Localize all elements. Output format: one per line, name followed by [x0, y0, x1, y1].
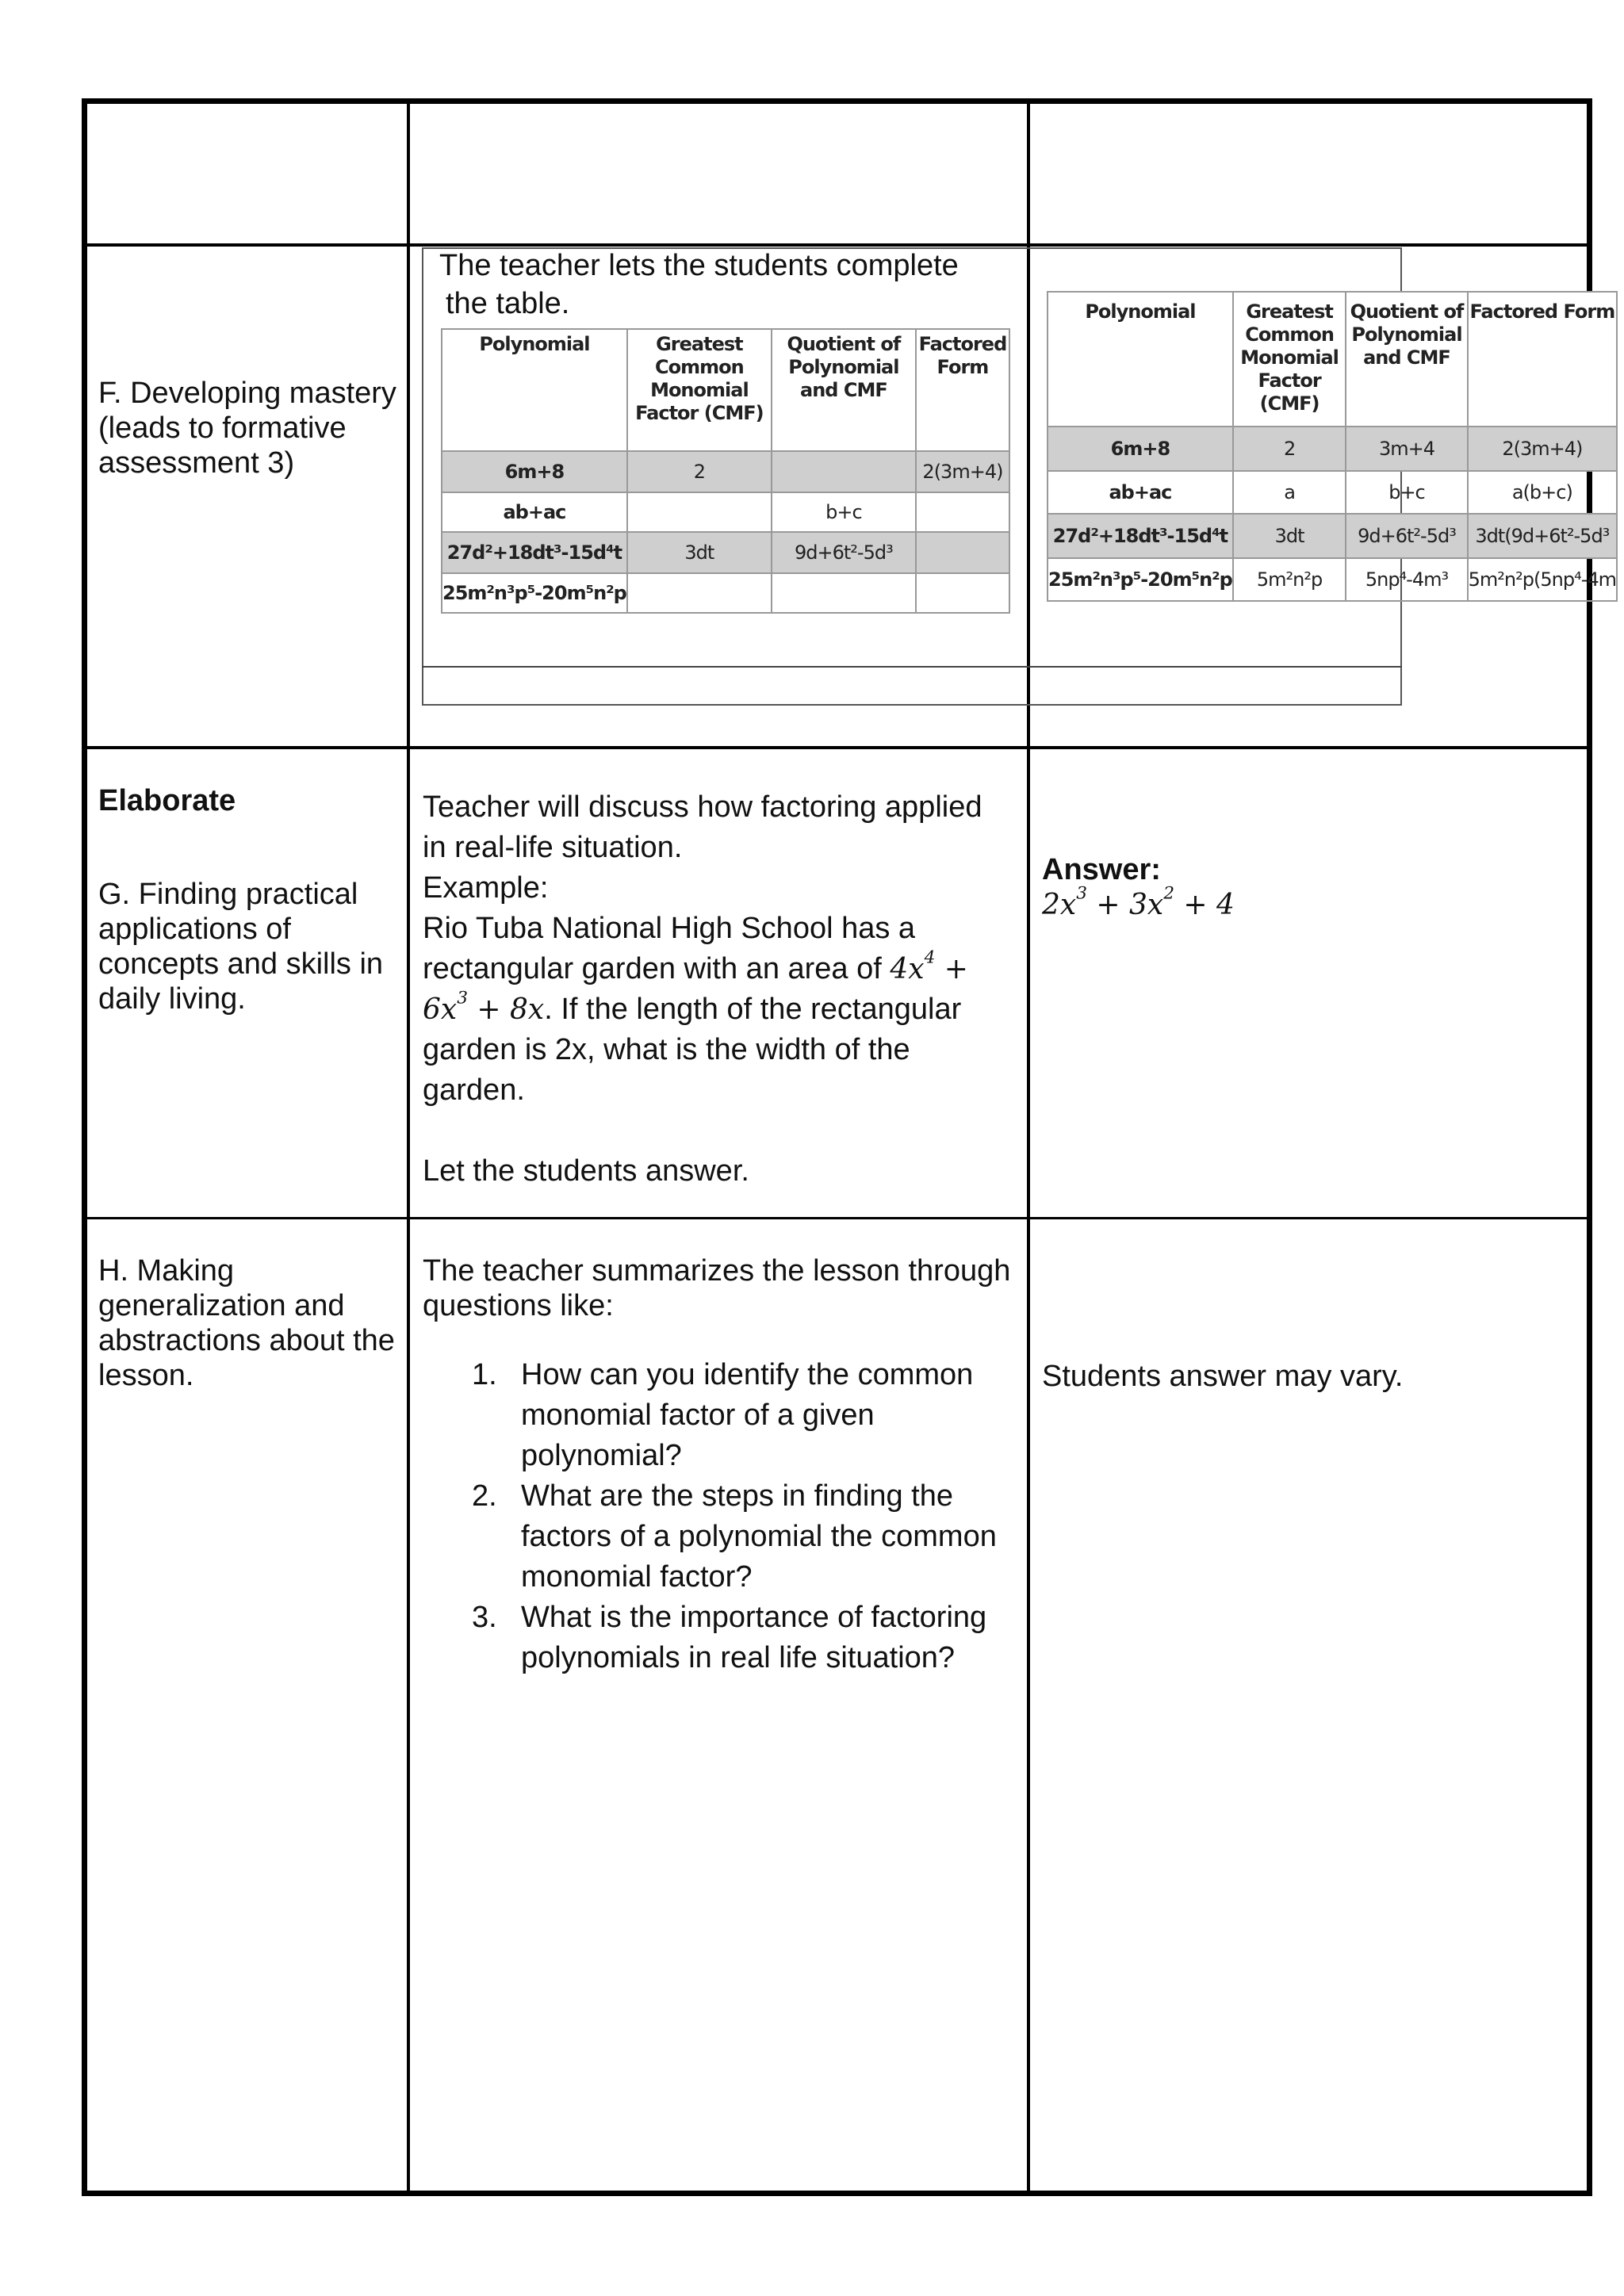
area-expression-part1: $4x^4$ +: [890, 947, 968, 985]
table-row: 25m²n³p⁵-20m⁵n²p 5m²n²p 5np⁴-4m³ 5m²n²p(5np⁴-4m: [1048, 558, 1617, 601]
row-divider-3: [82, 1217, 1592, 1219]
row-g-answer-label: Answer:: [1042, 853, 1161, 886]
row-g-let-students: Let the students answer.: [423, 1154, 749, 1188]
col-header-polynomial: Polynomial: [442, 329, 627, 451]
row-f-label: F. Developing mastery (leads to formative assessment 3): [98, 377, 396, 480]
area-expression-part2: $6x^3 + 8x$: [423, 988, 545, 1026]
answer-col-header-gcmf: Greatest Common Monomial Factor (CMF): [1233, 292, 1346, 427]
row-f-box-divider: [422, 666, 1402, 668]
table-row: ab+ac b+c: [442, 492, 1009, 532]
row-h-student-response: Students answer may vary.: [1042, 1360, 1404, 1393]
table-row: 27d²+18dt³-15d⁴t 3dt 9d+6t²-5d³: [442, 532, 1009, 573]
row-g-line-5: rectangular garden with an area of $4x^4$ +: [423, 947, 968, 985]
list-item: 2. What are the steps in finding the factors of a polynomial the common monomial factor?: [472, 1479, 997, 1594]
col-header-quotient: Quotient of Polynomial and CMF: [772, 329, 916, 451]
row-h-intro: The teacher summarizes the lesson through questions like:: [423, 1254, 1011, 1322]
list-item: 1. How can you identify the common monomial factor of a given polynomial?: [472, 1358, 974, 1472]
table-row: ab+ac a b+c a(b+c): [1048, 471, 1617, 514]
column-divider-1: [407, 98, 410, 2196]
row-g-teacher-text: [423, 787, 1009, 1192]
row-g-answer-expression: $2x^3 + 3x^2 + 4$: [1042, 883, 1235, 921]
answer-table-clip: [1047, 291, 1616, 608]
row-g-line-8: garden.: [423, 1073, 525, 1107]
row-g-heading: Elaborate: [98, 784, 236, 817]
row-g-line-3: Example:: [423, 871, 549, 905]
row-g-label: G. Finding practical applications of concepts and skills in daily living.: [98, 878, 384, 1016]
row-h-label: H. Making generalization and abstractions about the lesson.: [98, 1254, 395, 1392]
row-g-line-1: Teacher will discuss how factoring applied: [423, 790, 982, 824]
row-f-box-right-tick: [1400, 247, 1402, 279]
answer-col-header-polynomial: Polynomial: [1048, 292, 1233, 427]
answer-col-header-quotient: Quotient of Polynomial and CMF: [1346, 292, 1467, 427]
row-g-line-2: in real-life situation.: [423, 831, 683, 864]
table-row: 6m+8 2 2(3m+4): [442, 451, 1009, 492]
table-row: 27d²+18dt³-15d⁴t 3dt 9d+6t²-5d³ 3dt(9d+6t²-5d³: [1048, 514, 1617, 558]
table-row: 6m+8 2 3m+4 2(3m+4): [1048, 427, 1617, 471]
col-header-factored-form: Factored Form: [916, 329, 1009, 451]
row-g-line-4: Rio Tuba National High School has a: [423, 912, 916, 945]
row-divider-1: [82, 243, 1592, 247]
table-row: 25m²n³p⁵-20m⁵n²p: [442, 573, 1009, 613]
list-item: 3. What is the importance of factoring polynomials in real life situation?: [472, 1601, 987, 1674]
row-h-question-list: [472, 1355, 1013, 1678]
answer-col-header-factored-form: Factored Form: [1468, 292, 1617, 427]
col-header-gcmf: Greatest Common Monomial Factor (CMF): [627, 329, 772, 451]
row-f-teacher-text-line1: The teacher lets the students complete: [439, 249, 959, 282]
student-factoring-table: [441, 328, 1010, 614]
row-divider-2: [82, 746, 1592, 749]
row-g-line-6: $6x^3 + 8x$. If the length of the rectangular: [423, 988, 962, 1026]
row-g-line-7: garden is 2x, what is the width of the: [423, 1033, 910, 1066]
row-f-teacher-text-line2: the table.: [446, 287, 570, 320]
answer-factoring-table: [1047, 291, 1618, 602]
